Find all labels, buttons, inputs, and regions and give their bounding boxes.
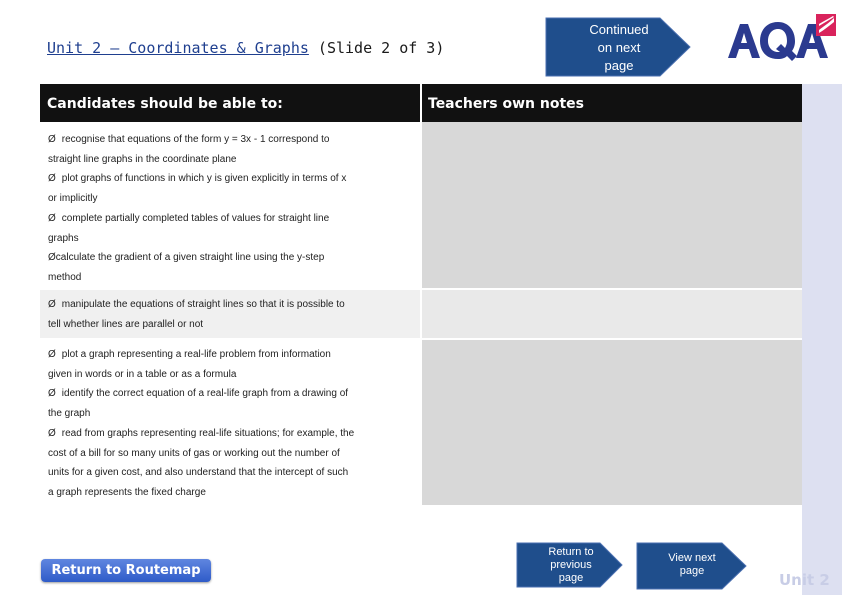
bullet-arrow-icon: Ø	[48, 252, 56, 264]
list-item: tell whether lines are parallel or not	[48, 318, 204, 330]
continued-next-page-arrow[interactable]	[544, 16, 692, 78]
teacher-notes-cell[interactable]	[422, 340, 802, 505]
list-item: Ø plot graphs of functions in which y is given explicitly in terms of x	[48, 173, 347, 185]
bullet-arrow-icon: Ø	[48, 349, 56, 360]
bullet-arrow-icon: Ø	[48, 173, 56, 185]
objectives-cell	[40, 340, 420, 505]
table-row	[40, 340, 802, 505]
list-item: units for a given cost, and also understand that the intercept of such	[48, 467, 349, 479]
bullet-arrow-icon: Ø	[48, 299, 56, 310]
aqa-logo	[726, 14, 838, 62]
objectives-list	[48, 130, 420, 288]
list-item: Ø identify the correct equation of a real-life graph from a drawing of	[48, 388, 349, 400]
bullet-arrow-icon: Ø	[48, 427, 56, 439]
list-item: Ø plot a graph representing a real-life problem from information	[48, 349, 331, 360]
right-accent-strip	[802, 84, 842, 595]
list-item: given in words or in a table or as a formula	[48, 368, 237, 380]
unit-title-link[interactable]: Unit 2 – Coordinates & Graphs	[47, 39, 309, 57]
view-next-page-arrow[interactable]	[636, 542, 748, 590]
continued-label: Continued on next page	[589, 22, 649, 73]
list-item: Ø read from graphs representing real-life situations; for example, the	[48, 427, 355, 439]
unit-footer-label: Unit 2	[779, 571, 830, 589]
list-item: a graph represents the fixed charge	[48, 486, 206, 498]
list-item: or implicitly	[48, 193, 98, 205]
list-item: Ø manipulate the equations of straight lines so that it is possible to	[48, 299, 345, 310]
bullet-arrow-icon: Ø	[48, 212, 56, 224]
objectives-cell	[40, 290, 420, 340]
list-item: graphs	[48, 232, 79, 244]
objectives-cell	[40, 122, 420, 290]
list-item: cost of a bill for so many units of gas or working out the number of	[48, 447, 340, 459]
page-title	[47, 39, 444, 57]
table-row	[40, 122, 802, 290]
next-page-label: View next page	[668, 552, 716, 577]
objectives-list	[48, 295, 420, 334]
return-to-routemap-button[interactable]: Return to Routemap	[41, 559, 211, 582]
column-header-teacher-notes: Teachers own notes	[428, 96, 585, 112]
list-item: method	[48, 271, 82, 283]
list-item: straight line graphs in the coordinate plane	[48, 153, 237, 165]
header-divider	[420, 84, 422, 122]
table-row	[40, 290, 802, 340]
slide-indicator: (Slide 2 of 3)	[308, 39, 445, 57]
bullet-arrow-icon: Ø	[48, 388, 56, 400]
list-item: the graph	[48, 408, 91, 420]
objectives-list	[48, 345, 420, 503]
list-item: Ø complete partially completed tables of values for straight line	[48, 212, 330, 224]
teacher-notes-cell[interactable]	[422, 290, 802, 340]
previous-page-label: Return to previous page	[548, 546, 594, 584]
return-previous-page-arrow[interactable]	[516, 542, 624, 588]
list-item: Ø recognise that equations of the form y = 3x - 1 correspond to	[48, 134, 330, 145]
column-header-candidates: Candidates should be able to:	[47, 96, 283, 112]
bullet-arrow-icon: Ø	[48, 134, 56, 145]
teacher-notes-cell[interactable]	[422, 122, 802, 290]
list-item: Øcalculate the gradient of a given straight line using the y-step	[48, 252, 325, 264]
